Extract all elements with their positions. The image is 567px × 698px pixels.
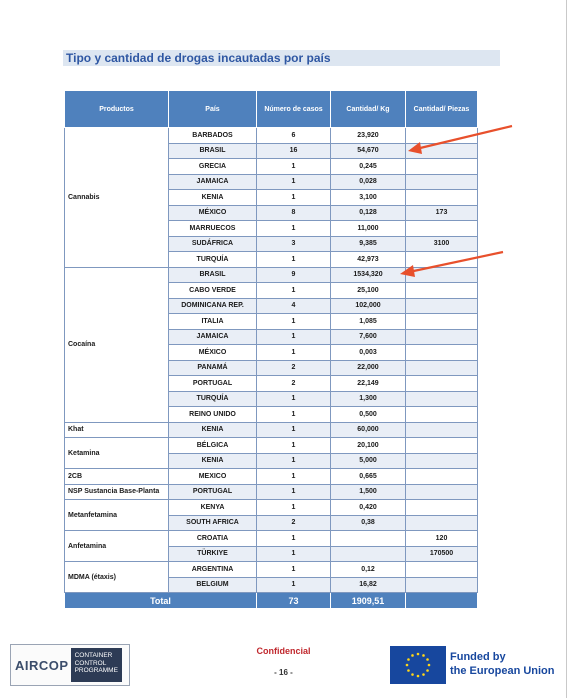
section-heading: Tipo y cantidad de drogas incautadas por país: [66, 51, 331, 65]
table-body: [65, 128, 478, 609]
ccp-line-2: CONTROL: [74, 659, 107, 667]
country-cell: MEXICO: [169, 469, 257, 485]
country-cell: KENIA: [169, 190, 257, 206]
cases-cell: 1: [257, 453, 331, 469]
eu-star: [422, 673, 425, 676]
table-row: [65, 469, 478, 485]
country-cell: SUDÁFRICA: [169, 236, 257, 252]
cases-cell: 1: [257, 407, 331, 423]
pieces-cell: [406, 577, 478, 593]
country-cell: PORTUGAL: [169, 376, 257, 392]
total-cases: 73: [257, 593, 331, 609]
kg-cell: 0,003: [331, 345, 406, 361]
pieces-cell: [406, 500, 478, 516]
cases-cell: 2: [257, 376, 331, 392]
country-cell: MÉXICO: [169, 345, 257, 361]
eu-star: [407, 658, 410, 661]
country-cell: JAMAICA: [169, 329, 257, 345]
pieces-cell: [406, 174, 478, 190]
country-cell: TURQUÍA: [169, 391, 257, 407]
cases-cell: 1: [257, 190, 331, 206]
country-cell: DOMINICANA REP.: [169, 298, 257, 314]
eu-line-1: Funded by: [450, 651, 506, 663]
pieces-cell: 170500: [406, 546, 478, 562]
page-number: - 16 -: [274, 668, 293, 677]
country-cell: PORTUGAL: [169, 484, 257, 500]
country-cell: BELGIUM: [169, 577, 257, 593]
country-cell: KENYA: [169, 500, 257, 516]
total-label: Total: [65, 593, 257, 609]
eu-star: [411, 673, 414, 676]
table-row: [65, 531, 478, 547]
kg-cell: 16,82: [331, 577, 406, 593]
country-cell: JAMAICA: [169, 174, 257, 190]
cases-cell: 1: [257, 484, 331, 500]
kg-cell: 25,100: [331, 283, 406, 299]
kg-cell: 0,128: [331, 205, 406, 221]
country-cell: KENIA: [169, 453, 257, 469]
drug-seizures-table: [64, 90, 478, 609]
eu-star: [428, 664, 431, 667]
country-cell: BRASIL: [169, 143, 257, 159]
country-cell: CROATIA: [169, 531, 257, 547]
cases-cell: 1: [257, 562, 331, 578]
pieces-cell: [406, 221, 478, 237]
pieces-cell: 3100: [406, 236, 478, 252]
eu-star: [417, 675, 420, 678]
cases-cell: 1: [257, 546, 331, 562]
country-cell: KENIA: [169, 422, 257, 438]
cases-cell: 6: [257, 128, 331, 144]
pieces-cell: [406, 562, 478, 578]
kg-cell: 0,028: [331, 174, 406, 190]
kg-cell: 60,000: [331, 422, 406, 438]
header-cantidad-kg: Cantidad/ Kg: [331, 91, 406, 128]
cases-cell: 9: [257, 267, 331, 283]
header-pais: País: [169, 91, 257, 128]
pieces-cell: [406, 159, 478, 175]
product-cell: NSP Sustancia Base-Planta: [65, 484, 169, 500]
kg-cell: 1,300: [331, 391, 406, 407]
ccp-line-3: PROGRAMME: [74, 667, 118, 674]
kg-cell: 5,000: [331, 453, 406, 469]
header-cantidad-piezas: Cantidad/ Piezas: [406, 91, 478, 128]
cases-cell: 1: [257, 391, 331, 407]
country-cell: SOUTH AFRICA: [169, 515, 257, 531]
country-cell: GRECIA: [169, 159, 257, 175]
cases-cell: 1: [257, 329, 331, 345]
cases-cell: 3: [257, 236, 331, 252]
table-row: [65, 438, 478, 454]
kg-cell: 1,085: [331, 314, 406, 330]
aircop-wordmark: AIRCOP: [15, 657, 69, 673]
cases-cell: 1: [257, 314, 331, 330]
country-cell: BARBADOS: [169, 128, 257, 144]
country-cell: ARGENTINA: [169, 562, 257, 578]
country-cell: BÉLGICA: [169, 438, 257, 454]
table-row: [65, 484, 478, 500]
product-cell: Cocaína: [65, 267, 169, 422]
cases-cell: 1: [257, 283, 331, 299]
country-cell: CABO VERDE: [169, 283, 257, 299]
total-pieces: [406, 593, 478, 609]
country-cell: BRASIL: [169, 267, 257, 283]
pieces-cell: [406, 314, 478, 330]
eu-star: [406, 664, 409, 667]
cases-cell: 2: [257, 360, 331, 376]
kg-cell: 0,500: [331, 407, 406, 423]
total-kg: 1909,51: [331, 593, 406, 609]
table-row: [65, 500, 478, 516]
pieces-cell: 120: [406, 531, 478, 547]
product-cell: Metanfetamina: [65, 500, 169, 531]
eu-star: [426, 658, 429, 661]
pieces-cell: 173: [406, 205, 478, 221]
pieces-cell: [406, 391, 478, 407]
product-cell: Ketamina: [65, 438, 169, 469]
country-cell: MÉXICO: [169, 205, 257, 221]
pieces-cell: [406, 360, 478, 376]
cases-cell: 1: [257, 500, 331, 516]
kg-cell: 102,000: [331, 298, 406, 314]
pieces-cell: [406, 298, 478, 314]
cases-cell: 1: [257, 221, 331, 237]
eu-star: [426, 669, 429, 672]
kg-cell: 7,600: [331, 329, 406, 345]
kg-cell: 11,000: [331, 221, 406, 237]
country-cell: TURQUÍA: [169, 252, 257, 268]
product-cell: MDMA (étaxis): [65, 562, 169, 593]
country-cell: PANAMÁ: [169, 360, 257, 376]
eu-star: [417, 653, 420, 656]
kg-cell: 0,420: [331, 500, 406, 516]
cases-cell: 1: [257, 159, 331, 175]
cases-cell: 1: [257, 252, 331, 268]
cases-cell: 1: [257, 469, 331, 485]
pieces-cell: [406, 128, 478, 144]
kg-cell: 20,100: [331, 438, 406, 454]
cases-cell: 1: [257, 438, 331, 454]
pieces-cell: [406, 329, 478, 345]
kg-cell: 0,38: [331, 515, 406, 531]
cases-cell: 8: [257, 205, 331, 221]
product-cell: 2CB: [65, 469, 169, 485]
cases-cell: 1: [257, 174, 331, 190]
header-numero-casos: Número de casos: [257, 91, 331, 128]
kg-cell: 1,500: [331, 484, 406, 500]
kg-cell: 22,000: [331, 360, 406, 376]
kg-cell: 42,973: [331, 252, 406, 268]
country-cell: ITALIA: [169, 314, 257, 330]
country-cell: REINO UNIDO: [169, 407, 257, 423]
pieces-cell: [406, 438, 478, 454]
pieces-cell: [406, 345, 478, 361]
cases-cell: 4: [257, 298, 331, 314]
ccp-line-1: CONTAINER: [74, 652, 113, 659]
eu-line-2: the European Union: [450, 665, 555, 677]
cases-cell: 1: [257, 531, 331, 547]
kg-cell: [331, 546, 406, 562]
pieces-cell: [406, 190, 478, 206]
pieces-cell: [406, 422, 478, 438]
pieces-cell: [406, 484, 478, 500]
kg-cell: 54,670: [331, 143, 406, 159]
country-cell: MARRUECOS: [169, 221, 257, 237]
cases-cell: 2: [257, 515, 331, 531]
pieces-cell: [406, 515, 478, 531]
pieces-cell: [406, 376, 478, 392]
total-row: [65, 593, 478, 609]
pieces-cell: [406, 469, 478, 485]
kg-cell: 23,920: [331, 128, 406, 144]
table-row: [65, 128, 478, 144]
kg-cell: [331, 531, 406, 547]
header-productos: Productos: [65, 91, 169, 128]
eu-flag-icon: [390, 646, 446, 684]
confidential-label: Confidencial: [256, 646, 311, 656]
pieces-cell: [406, 267, 478, 283]
pieces-cell: [406, 407, 478, 423]
product-cell: Khat: [65, 422, 169, 438]
pieces-cell: [406, 252, 478, 268]
pieces-cell: [406, 143, 478, 159]
eu-funding-text: [450, 650, 555, 678]
table-row: [65, 562, 478, 578]
product-cell: Cannabis: [65, 128, 169, 268]
table-header-row: [65, 91, 478, 128]
eu-star: [411, 654, 414, 657]
table-row: [65, 267, 478, 283]
cases-cell: 1: [257, 577, 331, 593]
eu-star: [407, 669, 410, 672]
product-cell: Anfetamina: [65, 531, 169, 562]
kg-cell: 0,12: [331, 562, 406, 578]
pieces-cell: [406, 453, 478, 469]
pieces-cell: [406, 283, 478, 299]
country-cell: TÜRKIYE: [169, 546, 257, 562]
cases-cell: 1: [257, 422, 331, 438]
kg-cell: 22,149: [331, 376, 406, 392]
kg-cell: 1534,320: [331, 267, 406, 283]
cases-cell: 1: [257, 345, 331, 361]
kg-cell: 0,245: [331, 159, 406, 175]
kg-cell: 0,665: [331, 469, 406, 485]
table-row: [65, 422, 478, 438]
kg-cell: 3,100: [331, 190, 406, 206]
eu-star: [422, 654, 425, 657]
kg-cell: 9,385: [331, 236, 406, 252]
cases-cell: 16: [257, 143, 331, 159]
